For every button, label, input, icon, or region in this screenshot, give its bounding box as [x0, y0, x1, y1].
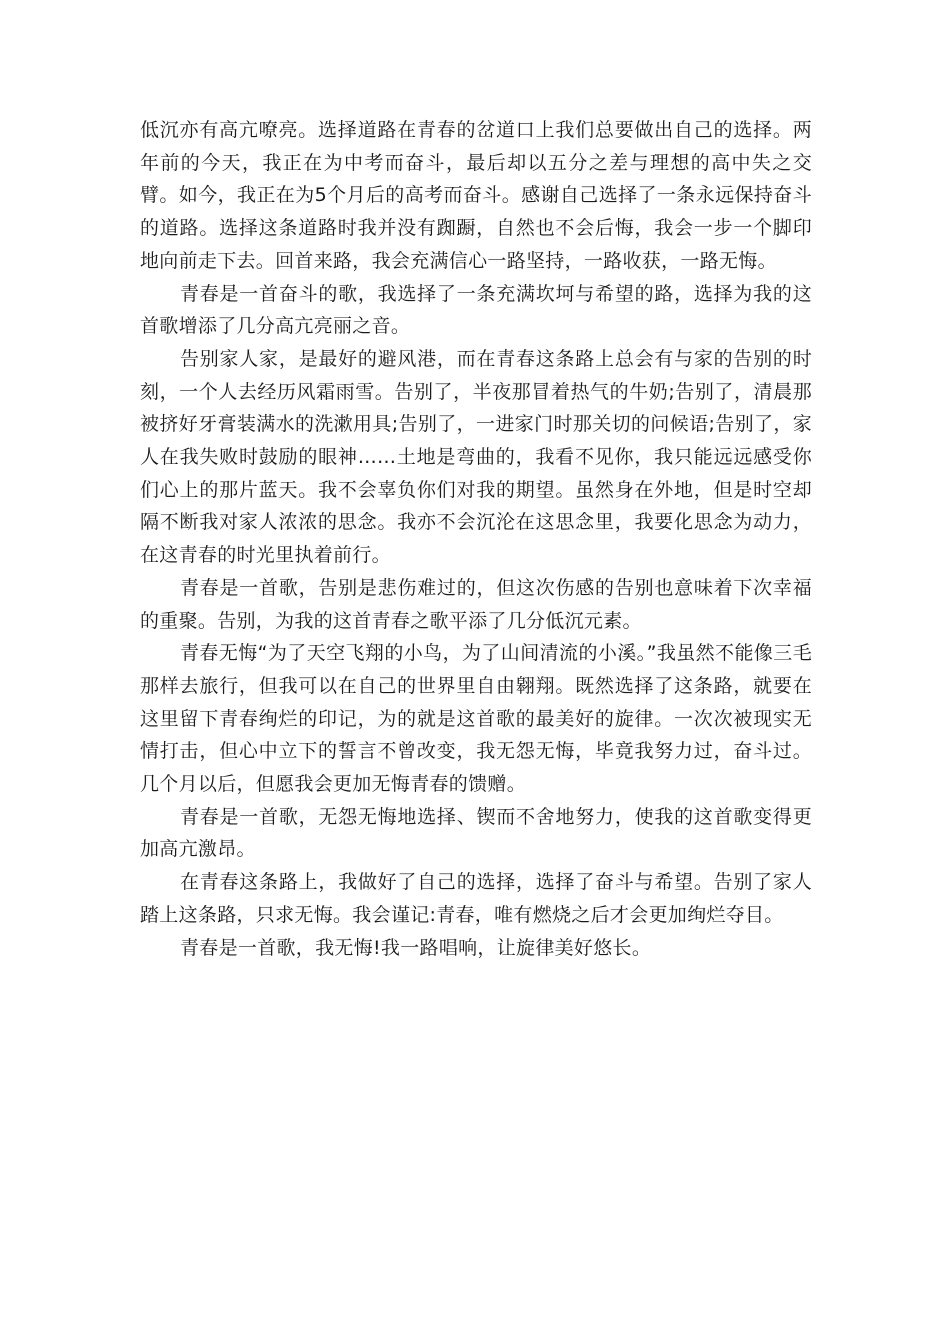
paragraph-5: 青春无悔“为了天空飞翔的小鸟，为了山间清流的小溪。”我虽然不能像三毛那样去旅行，但我可以在自己的世界里自由翱翔。既然选择了这条路，就要在这里留下青春绚烂的印记，为的就是这首歌的最美好的旋律。一次次被现实无情打击，但心中立下的誓言不曾改变，我无怨无悔，毕竟我努力过，奋斗过。几个月以后，但愿我会更加无悔青春的馈赠。 [140, 642, 812, 796]
paragraph-8: 青春是一首歌，我无悔!我一路唱响，让旋律美好悠长。 [180, 936, 652, 959]
paragraph-7: 在青春这条路上，我做好了自己的选择，选择了奋斗与希望。告别了家人踏上这条路，只求无悔。我会谨记:青春，唯有燃烧之后才会更加绚烂夺目。 [140, 871, 812, 926]
paragraph-2: 青春是一首奋斗的歌，我选择了一条充满坎坷与希望的路，选择为我的这首歌增添了几分高亢亮丽之音。 [140, 282, 812, 338]
paragraph-3: 告别家人家，是最好的避风港，而在青春这条路上总会有与家的告别的时刻，一个人去经历风霜雨雪。告别了，半夜那冒着热气的牛奶;告别了，清晨那被挤好牙膏装满水的洗漱用具;告别了，一进家门时那关切的问候语;告别了，家人在我失败时鼓励的眼神……土地是弯曲的，我看不见你，我只能远远感受你们心上的那片蓝天。我不会辜负你们对我的期望。虽然身在外地，但是时空却隔不断我对家人浓浓的思念。我亦不会沉沦在这思念里，我要化思念为动力，在这青春的时光里执着前行。 [140, 347, 812, 567]
document-body [140, 114, 812, 964]
paragraph-6: 青春是一首歌，无怨无悔地选择、锲而不舍地努力，使我的这首歌变得更加高亢激昂。 [140, 805, 812, 861]
paragraph-1: 低沉亦有高亢嘹亮。选择道路在青春的岔道口上我们总要做出自己的选择。两年前的今天，我正在为中考而奋斗，最后却以五分之差与理想的高中失之交臂。如今，我正在为5个月后的高考而奋斗。感谢自己选择了一条永远保持奋斗的道路。选择这条道路时我并没有踟蹰，自然也不会后悔，我会一步一个脚印地向前走下去。回首来路，我会充满信心一路坚持，一路收获，一路无悔。 [140, 119, 812, 272]
paragraph-4: 青春是一首歌，告别是悲伤难过的，但这次伤感的告别也意味着下次幸福的重聚。告别，为我的这首青春之歌平添了几分低沉元素。 [140, 576, 812, 632]
